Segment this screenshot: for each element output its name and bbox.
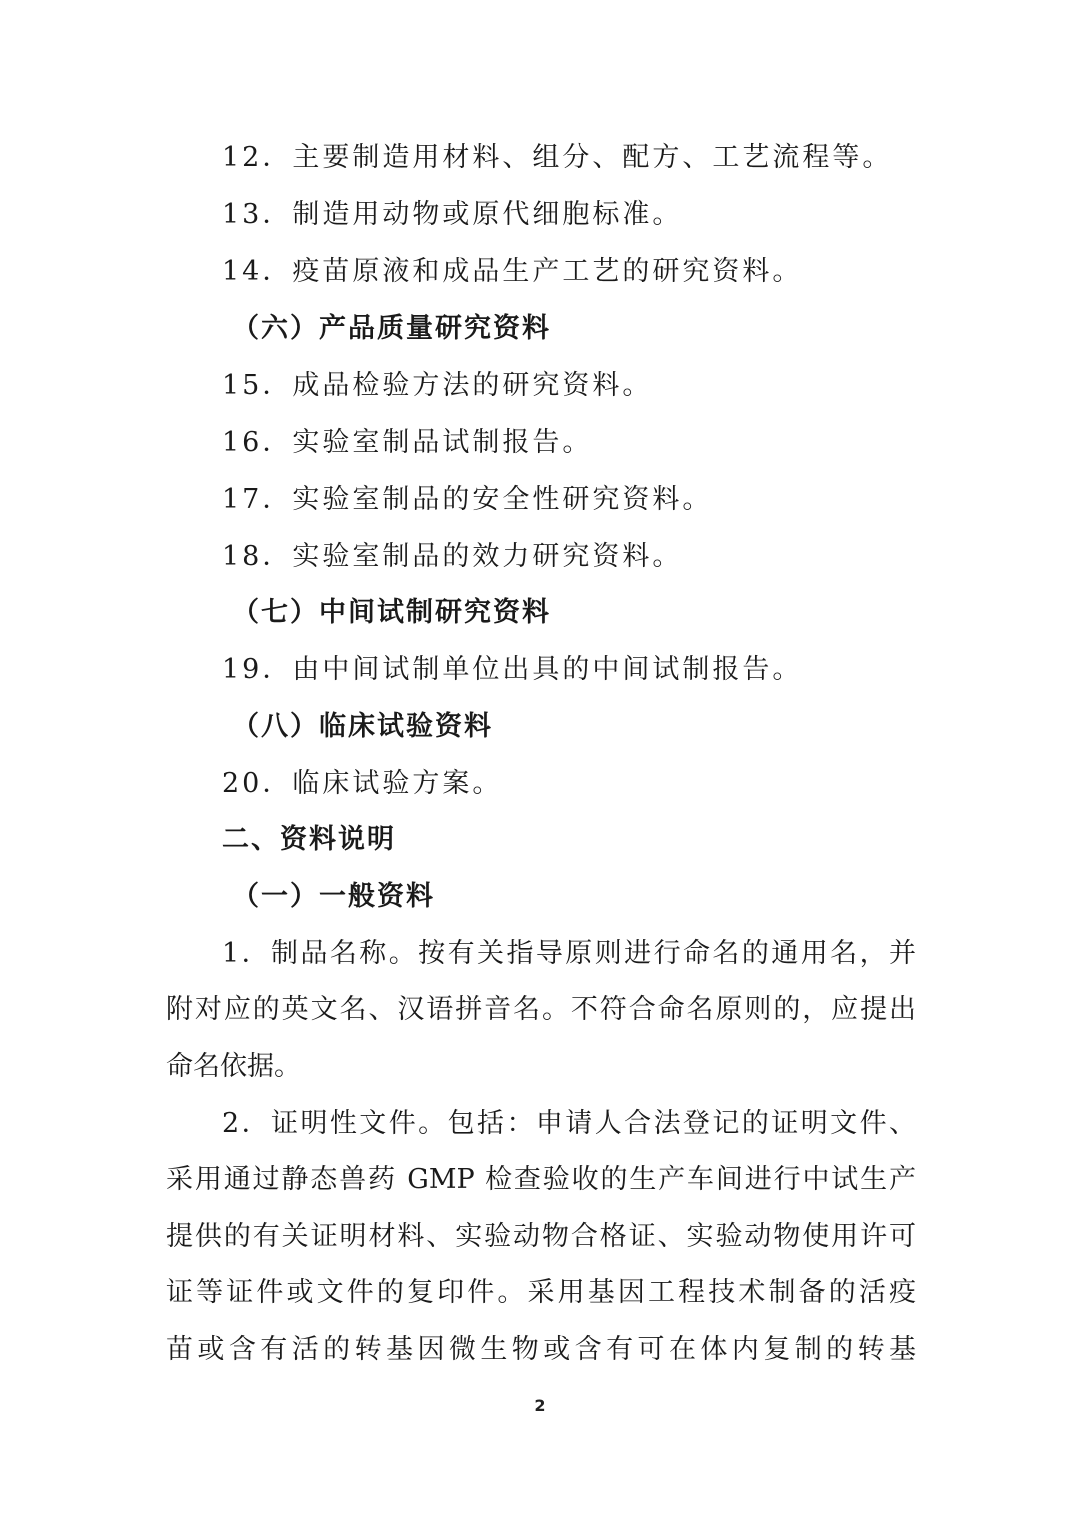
list-item-16: 16．实验室制品试制报告。 <box>222 427 593 458</box>
list-item-17: 17．实验室制品的安全性研究资料。 <box>222 484 713 515</box>
subheading-six: （六）产品质量研究资料 <box>232 313 551 344</box>
paragraph-2-line-1: 2．证明性文件。包括：申请人合法登记的证明文件、 <box>222 1108 916 1139</box>
list-item-12: 12．主要制造用材料、组分、配方、工艺流程等。 <box>222 142 893 173</box>
subheading-eight: （八）临床试验资料 <box>232 711 493 742</box>
page-number: 2 <box>534 1396 546 1415</box>
paragraph-1-line-1: 1．制品名称。按有关指导原则进行命名的通用名，并 <box>222 938 916 969</box>
subheading-one: （一）一般资料 <box>232 881 435 912</box>
paragraph-1-line-3: 命名依据。 <box>166 1051 301 1082</box>
subheading-seven: （七）中间试制研究资料 <box>232 597 551 628</box>
list-item-15: 15．成品检验方法的研究资料。 <box>222 370 653 401</box>
list-item-18: 18．实验室制品的效力研究资料。 <box>222 541 683 572</box>
paragraph-1-line-2: 附对应的英文名、汉语拼音名。不符合命名原则的，应提出 <box>166 994 916 1025</box>
paragraph-2-line-3: 提供的有关证明材料、实验动物合格证、实验动物使用许可 <box>166 1221 916 1252</box>
list-item-13: 13．制造用动物或原代细胞标准。 <box>222 199 683 230</box>
paragraph-2-line-5: 苗或含有活的转基因微生物或含有可在体内复制的转基 <box>166 1334 916 1365</box>
section-heading-two: 二、资料说明 <box>222 824 396 855</box>
list-item-19: 19．由中间试制单位出具的中间试制报告。 <box>222 654 803 685</box>
list-item-20: 20．临床试验方案。 <box>222 768 503 799</box>
list-item-14: 14．疫苗原液和成品生产工艺的研究资料。 <box>222 256 803 287</box>
paragraph-2-line-4: 证等证件或文件的复印件。采用基因工程技术制备的活疫 <box>166 1277 916 1308</box>
paragraph-2-line-2: 采用通过静态兽药 GMP 检查验收的生产车间进行中试生产 <box>166 1164 916 1195</box>
